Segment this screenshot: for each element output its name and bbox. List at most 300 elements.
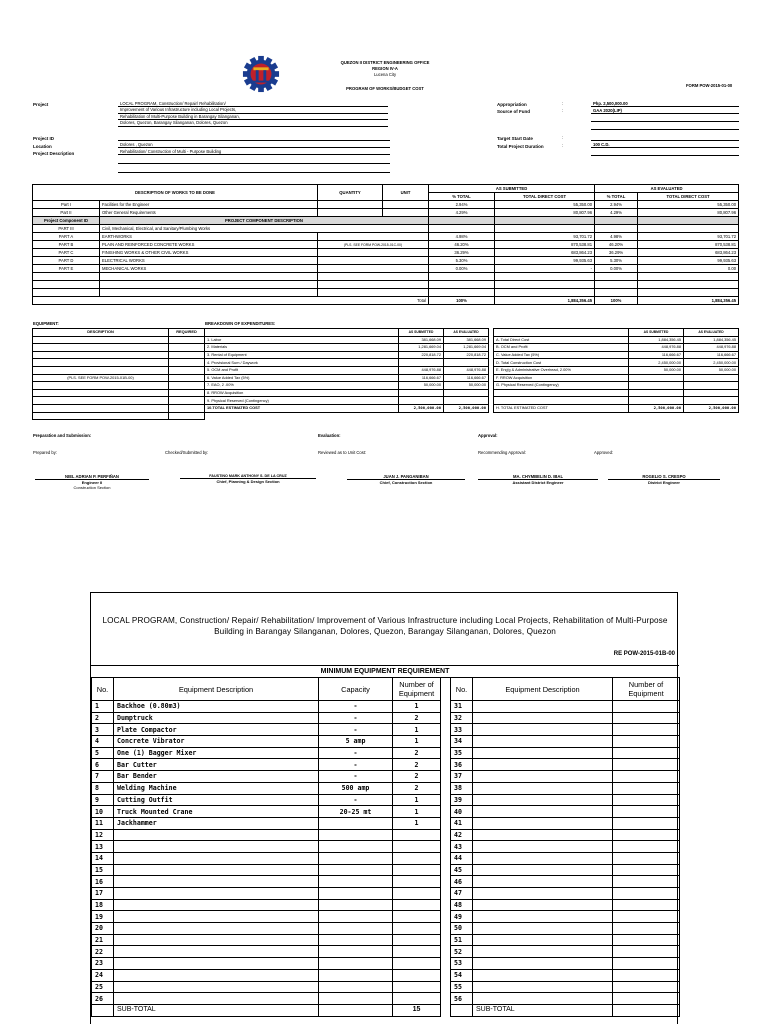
evaluation-label: Evaluation: bbox=[318, 433, 341, 438]
part-id: PART B bbox=[33, 241, 100, 249]
cell bbox=[169, 389, 205, 397]
table-row bbox=[92, 911, 680, 923]
item-description bbox=[473, 771, 613, 783]
item-no: 44 bbox=[451, 852, 473, 864]
item-description bbox=[114, 841, 319, 853]
breakdown-left-table bbox=[204, 328, 489, 413]
cell bbox=[169, 351, 205, 359]
item-description bbox=[473, 946, 613, 958]
location-value: Dolores , Quezon bbox=[118, 142, 390, 148]
item-description bbox=[114, 876, 319, 888]
item-no: 13 bbox=[92, 841, 114, 853]
item-description: Bar Bender bbox=[114, 771, 319, 783]
total-estimated-submitted: 2,500,000.00 bbox=[399, 404, 444, 412]
cell bbox=[429, 289, 495, 297]
preparation-label: Preparation and Submission: bbox=[33, 433, 92, 438]
item-number bbox=[393, 864, 441, 876]
breakdown-label: BREAKDOWN OF EXPENDITURES: bbox=[205, 321, 276, 326]
expense-item: 1. Labor bbox=[205, 336, 399, 344]
cost-evaluated bbox=[684, 397, 739, 405]
column-gap bbox=[441, 852, 451, 864]
project-line: Rehabilitation of Multi-Purpose Building in Barangay Silanganan, bbox=[118, 114, 388, 120]
part-desc: ELECTRICAL WORKS bbox=[100, 257, 318, 265]
item-no: 40 bbox=[451, 806, 473, 818]
item-number: 1 bbox=[393, 724, 441, 736]
cell bbox=[169, 344, 205, 352]
total-tdc-evaluated: 1,884,356.45 bbox=[638, 297, 739, 305]
item-number: 2 bbox=[393, 782, 441, 794]
cell bbox=[33, 389, 169, 397]
source-of-fund-label: Source of Fund bbox=[497, 109, 530, 114]
approval-label: Approval: bbox=[478, 433, 498, 438]
table-row bbox=[33, 201, 739, 209]
item-capacity bbox=[319, 888, 393, 900]
column-gap bbox=[441, 864, 451, 876]
expense-item: 3. Rental of Equipment bbox=[205, 351, 399, 359]
item-number bbox=[393, 876, 441, 888]
item-number bbox=[393, 911, 441, 923]
item-number bbox=[613, 712, 680, 724]
table-row bbox=[33, 289, 739, 297]
column-gap bbox=[441, 724, 451, 736]
item-no: 20 bbox=[92, 923, 114, 935]
table-row bbox=[92, 806, 680, 818]
pct-evaluated: 0.00% bbox=[595, 265, 638, 273]
colon: : bbox=[562, 135, 564, 140]
column-gap bbox=[441, 794, 451, 806]
item-no: 31 bbox=[451, 701, 473, 713]
project-line: LOCAL PROGRAM, Construction/ Repair/ Rehabilitation/ bbox=[118, 101, 388, 107]
location-label: Location bbox=[33, 144, 52, 149]
pct-evaluated: 2.94% bbox=[595, 201, 638, 209]
cell bbox=[33, 359, 169, 367]
cost-evaluated bbox=[684, 382, 739, 390]
column-gap bbox=[441, 899, 451, 911]
item-description bbox=[473, 759, 613, 771]
item-description bbox=[473, 782, 613, 794]
item-no: 38 bbox=[451, 782, 473, 794]
item-no: 23 bbox=[92, 958, 114, 970]
expense-submitted: 1,281,669.04 bbox=[399, 344, 444, 352]
item-number bbox=[613, 829, 680, 841]
expense-item: 2. Materials bbox=[205, 344, 399, 352]
item-no: 17 bbox=[92, 888, 114, 900]
tdc-evaluated: 870,538.81 bbox=[638, 241, 739, 249]
item-number bbox=[393, 829, 441, 841]
table-row bbox=[33, 233, 739, 241]
table-row bbox=[92, 899, 680, 911]
item-description bbox=[473, 923, 613, 935]
item-no: 51 bbox=[451, 934, 473, 946]
item-number: 2 bbox=[393, 747, 441, 759]
tdc-evaluated: 99,935.63 bbox=[638, 257, 739, 265]
pct-submitted: 36.29% bbox=[429, 249, 495, 257]
table-row bbox=[33, 249, 739, 257]
item-capacity bbox=[319, 841, 393, 853]
source-of-fund-value: GAA 2020(LIP) bbox=[591, 108, 739, 114]
cell bbox=[33, 289, 100, 297]
minimum-equipment-sheet bbox=[90, 592, 678, 1024]
part-id: PART A bbox=[33, 233, 100, 241]
city: Lucena City bbox=[373, 72, 397, 77]
table-row bbox=[92, 981, 680, 993]
target-start-label: Target Start Date bbox=[497, 136, 533, 141]
item-description: Backhoe (0.80m3) bbox=[114, 701, 319, 713]
table-row bbox=[33, 257, 739, 265]
signatory bbox=[608, 474, 720, 485]
item-description bbox=[473, 736, 613, 748]
item-description bbox=[114, 888, 319, 900]
cost-item: E. Eng'g & Administrative Overhead, 2.00% bbox=[494, 366, 629, 374]
works-header-evaluated: AS EVALUATED bbox=[595, 185, 739, 193]
signatory-name: MA. CHYMBELIN D. IBAL bbox=[478, 474, 598, 480]
item-capacity: 500 amp bbox=[319, 782, 393, 794]
item-capacity bbox=[319, 946, 393, 958]
cost-evaluated: 448,976.88 bbox=[684, 344, 739, 352]
item-no: 14 bbox=[92, 852, 114, 864]
appropriation-value: Php. 2,500,000.00 bbox=[591, 101, 739, 107]
expense-evaluated: 220,818.72 bbox=[444, 351, 489, 359]
cost-submitted bbox=[629, 374, 684, 382]
item-number: 2 bbox=[393, 771, 441, 783]
item-number bbox=[613, 806, 680, 818]
table-row bbox=[33, 241, 739, 249]
cell bbox=[595, 281, 638, 289]
equipment-see-form: (PLS. SEE FORM POW-2015-01B-00) bbox=[33, 374, 169, 382]
cell bbox=[318, 201, 383, 209]
table-row bbox=[92, 993, 680, 1005]
item-number bbox=[613, 794, 680, 806]
header-evaluated: AS EVALUATED bbox=[444, 329, 489, 337]
column-gap bbox=[441, 958, 451, 970]
column-gap bbox=[441, 678, 451, 701]
column-gap bbox=[441, 747, 451, 759]
item-capacity: 20-25 mt bbox=[319, 806, 393, 818]
item-capacity bbox=[319, 934, 393, 946]
cost-submitted bbox=[629, 389, 684, 397]
item-no: 56 bbox=[451, 993, 473, 1005]
item-description bbox=[114, 852, 319, 864]
item-number bbox=[613, 724, 680, 736]
cost-evaluated: 2,450,000.00 bbox=[684, 359, 739, 367]
works-header-tdc: TOTAL DIRECT COST bbox=[495, 193, 595, 201]
item-number bbox=[613, 701, 680, 713]
item-number bbox=[613, 899, 680, 911]
pct-evaluated: 4.29% bbox=[595, 209, 638, 217]
item-no: 1 bbox=[92, 701, 114, 713]
table-row bbox=[92, 701, 680, 713]
expense-evaluated: 381,668.09 bbox=[444, 336, 489, 344]
item-number bbox=[393, 993, 441, 1005]
column-gap bbox=[441, 923, 451, 935]
item-description bbox=[473, 911, 613, 923]
item-no: 2 bbox=[92, 712, 114, 724]
item-description bbox=[114, 934, 319, 946]
part-desc: Facilities for the Engineer bbox=[100, 201, 318, 209]
item-number bbox=[393, 923, 441, 935]
cell bbox=[318, 209, 383, 217]
blank-line bbox=[591, 124, 739, 130]
table-row bbox=[92, 852, 680, 864]
signatory bbox=[180, 474, 316, 484]
item-description bbox=[473, 852, 613, 864]
item-number bbox=[393, 969, 441, 981]
pct-submitted: 0.00% bbox=[429, 265, 495, 273]
cost-item: B. OCM and Profit bbox=[494, 344, 629, 352]
item-no: 50 bbox=[451, 923, 473, 935]
cost-submitted bbox=[629, 397, 684, 405]
works-header-pct: % TOTAL bbox=[429, 193, 495, 201]
cell bbox=[33, 273, 100, 281]
item-number bbox=[613, 981, 680, 993]
cell bbox=[169, 382, 205, 390]
item-capacity: - bbox=[319, 724, 393, 736]
expense-item: 6. Value Added Tax (5%) bbox=[205, 374, 399, 382]
expense-item: 5. OCM and Profit bbox=[205, 366, 399, 374]
cost-submitted: 448,976.88 bbox=[629, 344, 684, 352]
item-description bbox=[114, 946, 319, 958]
cell bbox=[318, 233, 429, 241]
item-capacity bbox=[319, 958, 393, 970]
part-desc: MECHANICAL WORKS bbox=[100, 265, 318, 273]
region: REGION IV-A bbox=[372, 66, 398, 71]
approved-label: Approved: bbox=[594, 450, 614, 455]
item-description bbox=[114, 981, 319, 993]
subtotal-left: 15 bbox=[393, 1004, 441, 1016]
expense-submitted: 448,976.88 bbox=[399, 366, 444, 374]
project-line: Dolores, Quezon, Barangay Silanganan, Dolores, Quezon bbox=[118, 120, 388, 126]
item-description: Truck Mounted Crane bbox=[114, 806, 319, 818]
cost-evaluated: 116,666.67 bbox=[684, 351, 739, 359]
item-no: 46 bbox=[451, 876, 473, 888]
cell bbox=[429, 273, 495, 281]
cell bbox=[33, 412, 169, 420]
tdc-evaluated: 93,701.72 bbox=[638, 233, 739, 241]
item-no: 22 bbox=[92, 946, 114, 958]
expense-evaluated: 116,666.67 bbox=[444, 374, 489, 382]
blank-line bbox=[118, 158, 390, 164]
equipment-table bbox=[32, 328, 205, 420]
item-description bbox=[473, 864, 613, 876]
item-number bbox=[613, 888, 680, 900]
item-no: 18 bbox=[92, 899, 114, 911]
item-number bbox=[613, 876, 680, 888]
item-no: 49 bbox=[451, 911, 473, 923]
tdc-evaluated: 80,807.96 bbox=[638, 209, 739, 217]
item-number bbox=[613, 993, 680, 1005]
expense-submitted: 220,818.72 bbox=[399, 351, 444, 359]
tdc-submitted: 99,935.63 bbox=[495, 257, 595, 265]
project-label: Project bbox=[33, 102, 49, 107]
item-description: Welding Machine bbox=[114, 782, 319, 794]
gear-tooth bbox=[243, 71, 249, 77]
table-row bbox=[92, 817, 680, 829]
column-gap bbox=[441, 806, 451, 818]
item-no: 52 bbox=[451, 946, 473, 958]
cell bbox=[495, 217, 595, 225]
item-description bbox=[473, 876, 613, 888]
pct-evaluated: 5.30% bbox=[595, 257, 638, 265]
cell bbox=[33, 336, 169, 344]
cell bbox=[318, 265, 429, 273]
item-no: 11 bbox=[92, 817, 114, 829]
cell bbox=[318, 289, 429, 297]
cell bbox=[495, 225, 595, 233]
item-capacity bbox=[319, 864, 393, 876]
item-description bbox=[473, 958, 613, 970]
cost-evaluated bbox=[684, 389, 739, 397]
works-header-tdc: TOTAL DIRECT COST bbox=[638, 193, 739, 201]
signatory-title: Assistant District Engineer bbox=[512, 480, 564, 485]
cost-submitted: 116,666.67 bbox=[629, 351, 684, 359]
table-row bbox=[33, 225, 739, 233]
checked-by-label: Checked/Submitted by: bbox=[165, 450, 209, 455]
cell bbox=[169, 366, 205, 374]
item-no: 34 bbox=[451, 736, 473, 748]
pct-evaluated: 46.20% bbox=[595, 241, 638, 249]
header-number: Number of Equipment bbox=[613, 678, 680, 701]
part-id: PART C bbox=[33, 249, 100, 257]
item-description: Jackhammer bbox=[114, 817, 319, 829]
item-no: 37 bbox=[451, 771, 473, 783]
total-tdc-submitted: 1,884,356.45 bbox=[495, 297, 595, 305]
target-start-value bbox=[591, 135, 739, 141]
item-capacity: - bbox=[319, 701, 393, 713]
item-capacity bbox=[319, 993, 393, 1005]
expense-evaluated bbox=[444, 389, 489, 397]
item-description: Plate Compactor bbox=[114, 724, 319, 736]
cell bbox=[495, 273, 595, 281]
item-description bbox=[473, 981, 613, 993]
table-row bbox=[92, 712, 680, 724]
cell bbox=[638, 273, 739, 281]
item-description bbox=[473, 806, 613, 818]
table-row bbox=[92, 934, 680, 946]
pct-evaluated: 36.29% bbox=[595, 249, 638, 257]
item-no: 45 bbox=[451, 864, 473, 876]
expense-submitted bbox=[399, 359, 444, 367]
table-row bbox=[92, 759, 680, 771]
works-total-row bbox=[33, 297, 739, 305]
blank-line bbox=[591, 116, 739, 122]
item-description bbox=[114, 958, 319, 970]
item-no: 6 bbox=[92, 759, 114, 771]
signatory-title: Chief, Planning & Design Section bbox=[216, 479, 280, 484]
cell bbox=[429, 217, 495, 225]
table-row bbox=[92, 841, 680, 853]
cell bbox=[33, 351, 169, 359]
cell bbox=[169, 404, 205, 412]
item-no: 35 bbox=[451, 747, 473, 759]
table-row bbox=[92, 736, 680, 748]
item-description bbox=[473, 724, 613, 736]
item-no: 8 bbox=[92, 782, 114, 794]
expense-submitted bbox=[399, 389, 444, 397]
item-number bbox=[613, 817, 680, 829]
item-number: 1 bbox=[393, 817, 441, 829]
project-line: Improvement of Various Infrastructure including Local Projects, bbox=[118, 107, 388, 113]
table-row bbox=[92, 958, 680, 970]
item-number: 1 bbox=[393, 736, 441, 748]
signatory bbox=[35, 474, 149, 490]
cell bbox=[318, 257, 429, 265]
gear-tooth bbox=[258, 86, 264, 92]
cost-item: A. Total Direct Cost bbox=[494, 336, 629, 344]
pct-submitted: 46.20% bbox=[429, 241, 495, 249]
item-capacity: 5 amp bbox=[319, 736, 393, 748]
signatory-subtitle: Construction Section bbox=[73, 485, 111, 490]
cell bbox=[169, 359, 205, 367]
cost-evaluated: 50,000.00 bbox=[684, 366, 739, 374]
item-number bbox=[393, 899, 441, 911]
cell bbox=[494, 329, 629, 337]
expense-item: 9. Physical Reserved (Contingency) bbox=[205, 397, 399, 405]
cell bbox=[638, 289, 739, 297]
item-no: 5 bbox=[92, 747, 114, 759]
item-description bbox=[473, 747, 613, 759]
header-description: Equipment Description bbox=[473, 678, 613, 701]
cost-submitted: 1,884,356.45 bbox=[629, 336, 684, 344]
pct-submitted: 4.98% bbox=[429, 233, 495, 241]
dpwh-gear-logo-icon bbox=[242, 55, 280, 93]
item-number bbox=[393, 888, 441, 900]
signatory bbox=[347, 474, 465, 485]
item-capacity bbox=[319, 817, 393, 829]
item-description bbox=[473, 794, 613, 806]
form-number: FORM POW-2015-01-00 bbox=[686, 83, 733, 88]
cell bbox=[595, 289, 638, 297]
item-no: 7 bbox=[92, 771, 114, 783]
item-no: 3 bbox=[92, 724, 114, 736]
gear-tooth bbox=[258, 56, 264, 62]
sheet-title: LOCAL PROGRAM, Construction/ Repair/ Rehabilitation/ Improvement of Various Infrastructure including Local Projects, Rehabilitation of Multi-Purpose Building in Barangay Silanganan, Dolores, Quezon, Barangay Silanganan, Dolores, Quezon bbox=[102, 616, 668, 636]
expense-evaluated: 50,000.00 bbox=[444, 382, 489, 390]
column-gap bbox=[441, 701, 451, 713]
pct-submitted: 2.94% bbox=[429, 201, 495, 209]
part-id: Part I bbox=[33, 201, 100, 209]
cost-item: C. Value Added Tax (5%) bbox=[494, 351, 629, 359]
item-no: 10 bbox=[92, 806, 114, 818]
total-label: Total bbox=[33, 297, 429, 305]
equipment-label: EQUIPMENT: bbox=[33, 321, 59, 326]
column-gap bbox=[441, 736, 451, 748]
item-capacity bbox=[319, 981, 393, 993]
cell bbox=[169, 336, 205, 344]
signatory-name: FAUSTINO MARK ANTHONY S. DE LA CRUZ bbox=[180, 474, 316, 479]
project-id-label: Project ID bbox=[33, 136, 55, 141]
tdc-submitted: 55,350.00 bbox=[495, 201, 595, 209]
tdc-submitted: - bbox=[495, 265, 595, 273]
item-number: 1 bbox=[393, 806, 441, 818]
signatory-title: District Engineer bbox=[647, 480, 680, 485]
table-row bbox=[92, 876, 680, 888]
item-number bbox=[613, 771, 680, 783]
table-row bbox=[33, 281, 739, 289]
item-capacity bbox=[319, 923, 393, 935]
item-no: 54 bbox=[451, 969, 473, 981]
equipment-header-desc: DESCRIPTION bbox=[33, 329, 169, 337]
recommending-label: Recommending Approval: bbox=[478, 450, 526, 455]
item-description bbox=[473, 934, 613, 946]
see-form-note: (PLS. SEE FORM POW-2015-01C-00) bbox=[318, 241, 429, 249]
total-estimated-submitted: 2,500,000.00 bbox=[629, 404, 684, 412]
expense-evaluated: 448,976.88 bbox=[444, 366, 489, 374]
table-row bbox=[92, 888, 680, 900]
works-header-quantity: QUANTITY bbox=[318, 185, 383, 201]
part-desc: FINISHING WORKS & OTHER CIVIL WORKS bbox=[100, 249, 318, 257]
item-description bbox=[473, 888, 613, 900]
item-no: 4 bbox=[92, 736, 114, 748]
